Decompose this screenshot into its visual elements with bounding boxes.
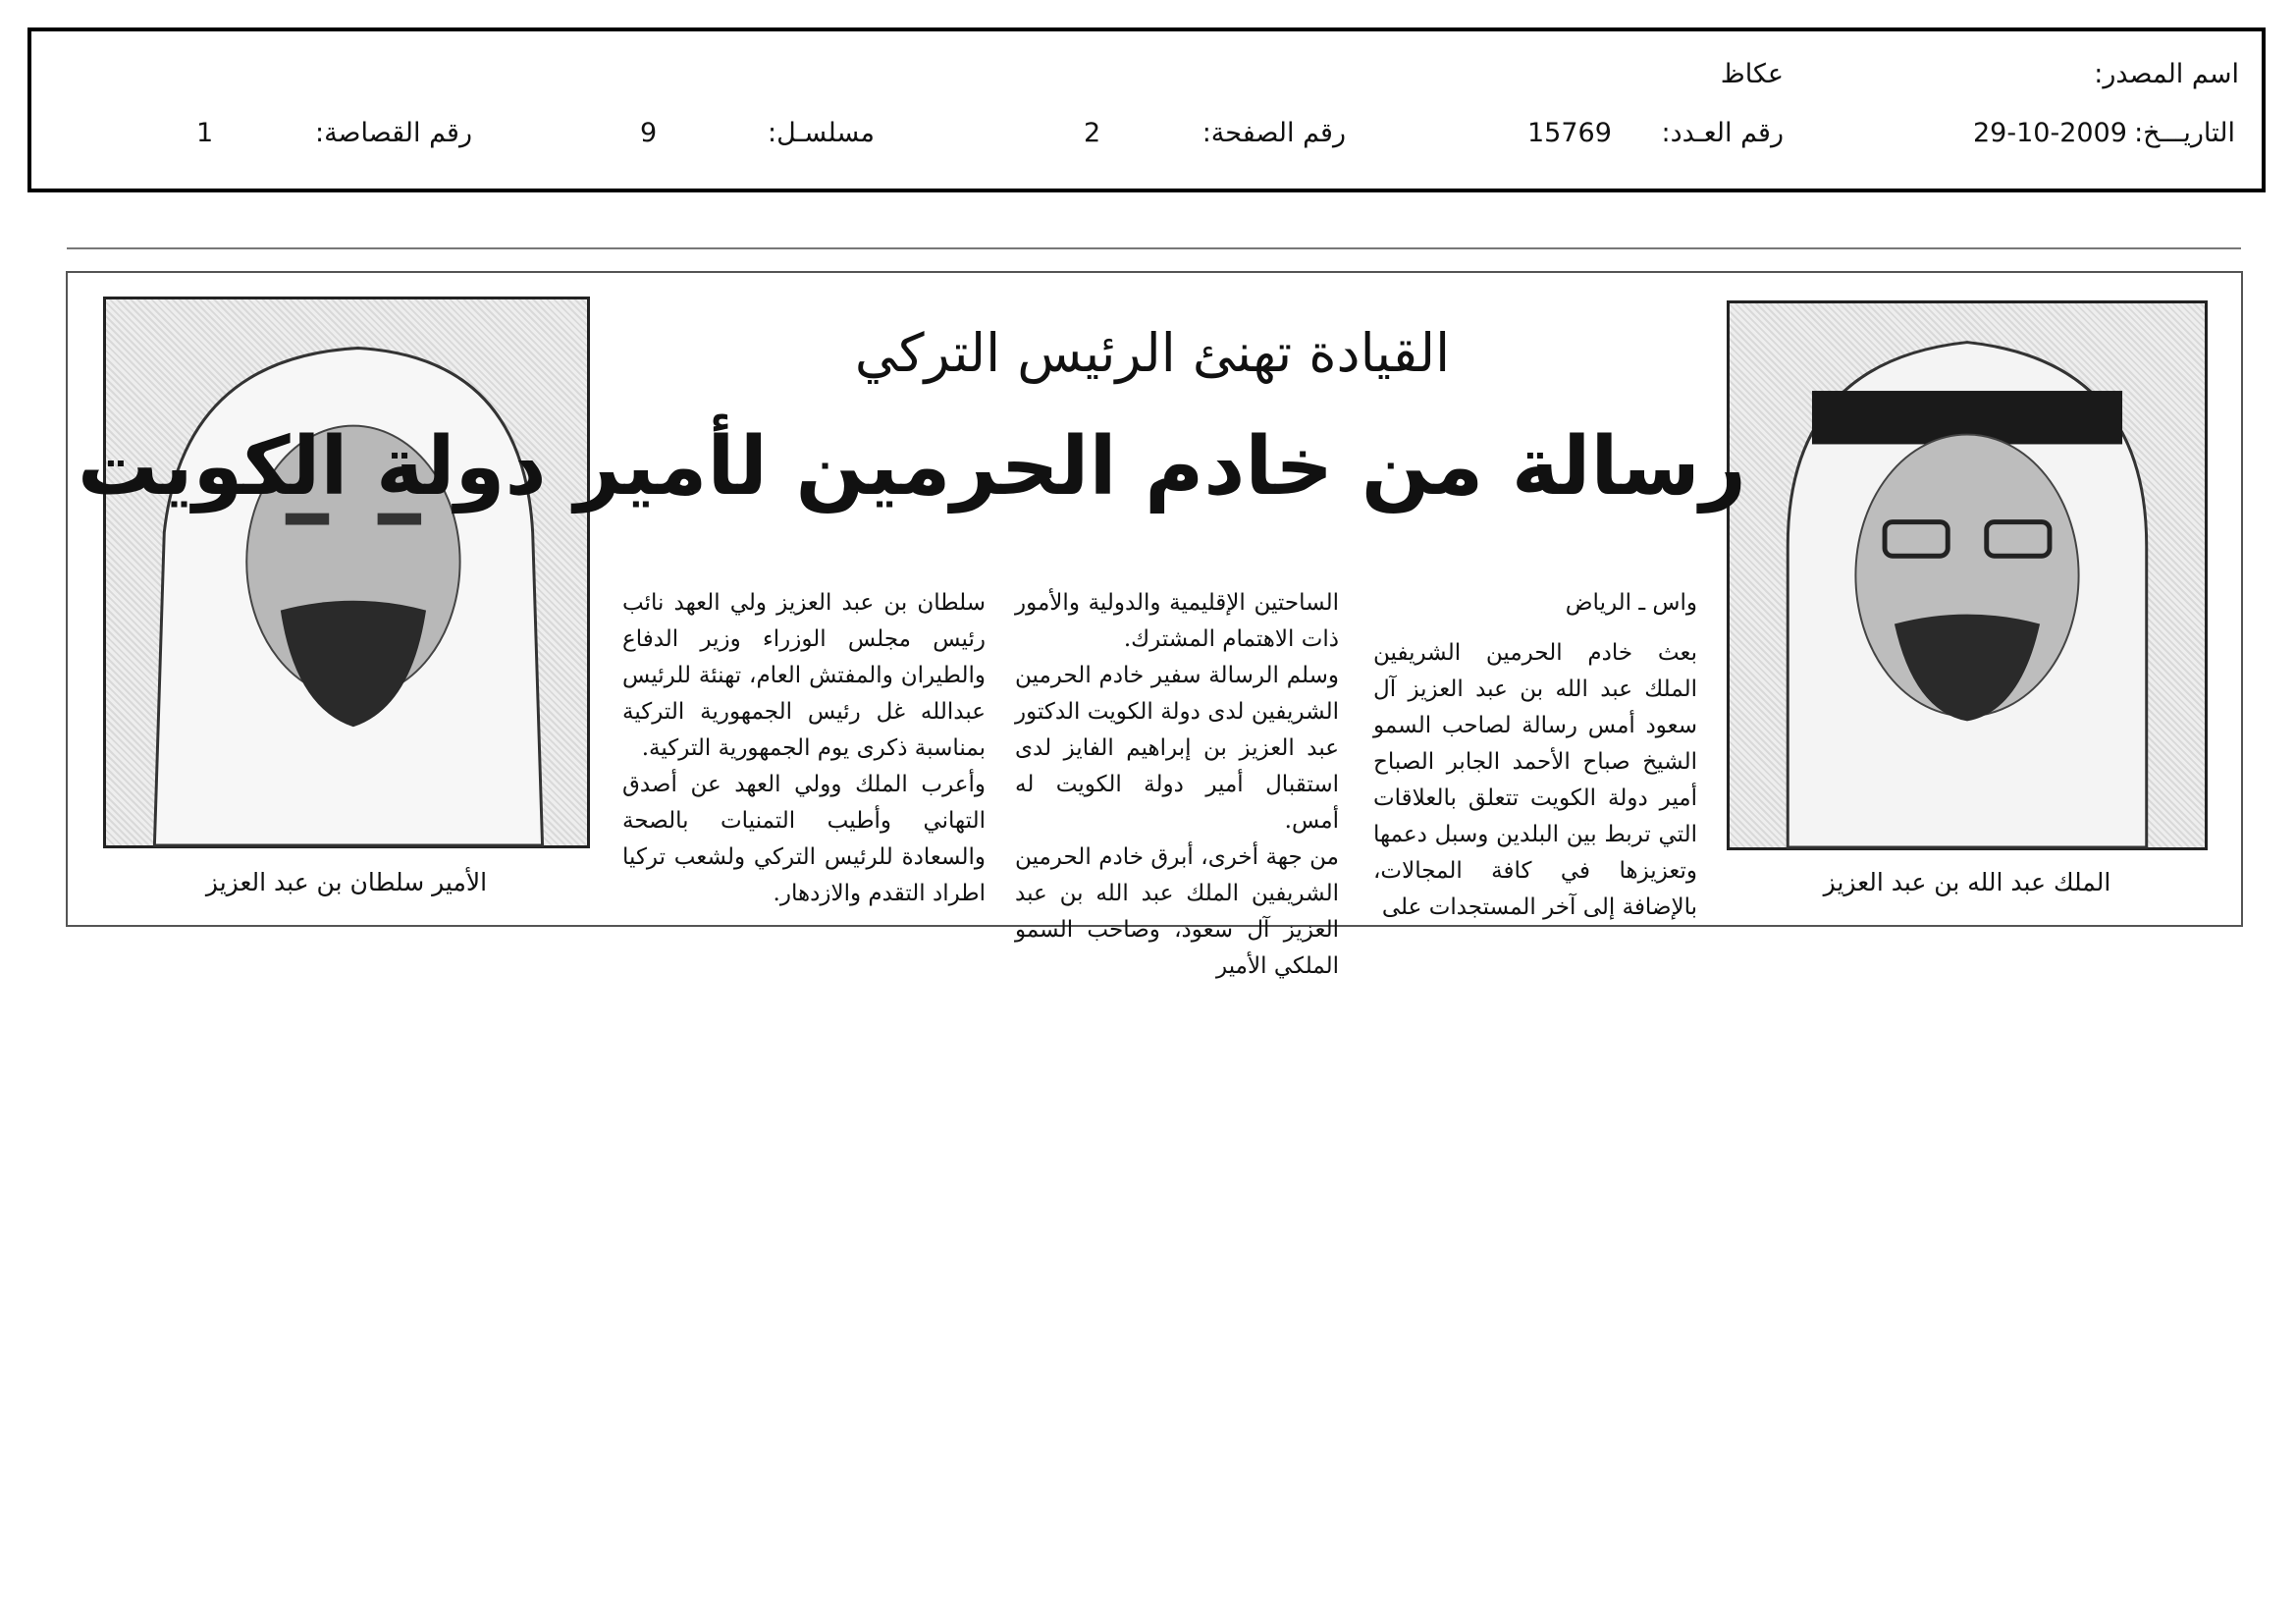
article-column-1 (1373, 585, 1697, 920)
column-2-paragraph-3: من جهة أخرى، أبرق خادم الحرمين الشريفين الملك عبد الله بن عبد العزيز آل سعود، وصاحب السمو الملكي الأمير (1015, 844, 1339, 979)
page-label: رقم الصفحة: (1201, 118, 1346, 148)
serial-label: مسلسـل: (767, 118, 875, 148)
page-value: 2 (1084, 118, 1101, 148)
portrait-icon (1730, 303, 2205, 847)
issue-label: رقم العـدد: (1661, 118, 1784, 148)
column-3-paragraph-2: وأعرب الملك وولي العهد عن أصدق التهاني وأطيب التمنيات بالصحة والسعادة للرئيس التركي ولشعب تركيا اطراد التقدم والازدهار. (622, 772, 986, 906)
portrait-icon (106, 299, 587, 845)
article-column-3 (622, 585, 986, 909)
serial-value: 9 (640, 118, 658, 148)
source-label: اسم المصدر: (2094, 59, 2239, 89)
article-kicker: القيادة تهنئ الرئيس التركي (854, 322, 1451, 384)
source-value: عكاظ (1720, 59, 1784, 89)
column-2-paragraph-1: الساحتين الإقليمية والدولية والأمور ذات الاهتمام المشترك. (1015, 590, 1339, 652)
prince-portrait-photo (103, 297, 590, 848)
column-3-paragraph-1: سلطان بن عبد العزيز ولي العهد نائب رئيس مجلس الوزراء وزير الدفاع والطيران والمفتش العام، تهنئة للرئيس عبدالله غل رئيس الجمهورية التركية بمناسبة ذكرى يوم الجمهورية التركية. (622, 590, 986, 761)
date-label: التاريـــخ: (2134, 118, 2235, 148)
column-1-paragraph: بعث خادم الحرمين الشريفين الملك عبد الله بن عبد العزيز آل سعود أمس رسالة لصاحب السمو الشيخ صباح الأحمد الجابر الصباح أمير دولة الكويت تتعلق بالعلاقات التي تربط بين البلدين وسبل دعمها وتعزيزها في كافة المجالات، بالإضافة إلى آخر المستجدات على (1373, 640, 1697, 920)
newspaper-clipping (66, 271, 2243, 979)
king-portrait-photo (1727, 300, 2208, 850)
date-value: 29-10-2009 (1973, 118, 2127, 148)
clip-number-value: 1 (196, 118, 214, 148)
article-headline: رسالة من خادم الحرمين لأمير دولة الكويت (77, 420, 1746, 514)
article-column-2 (1015, 585, 1339, 979)
king-photo-caption: الملك عبد الله بن عبد العزيز (1823, 868, 2111, 896)
issue-value: 15769 (1527, 118, 1612, 148)
clip-number-label: رقم القصاصة: (314, 118, 472, 148)
separator-line (67, 247, 2241, 249)
article-dateline: واس ـ الرياض (1565, 590, 1697, 616)
clipping-metadata-box (27, 27, 2266, 192)
column-2-paragraph-2: وسلم الرسالة سفير خادم الحرمين الشريفين لدى دولة الكويت الدكتور عبد العزيز بن إبراهيم الفايز لدى استقبال أمير دولة الكويت له أمس. (1015, 663, 1339, 834)
prince-photo-caption: الأمير سلطان بن عبد العزيز (205, 868, 488, 896)
